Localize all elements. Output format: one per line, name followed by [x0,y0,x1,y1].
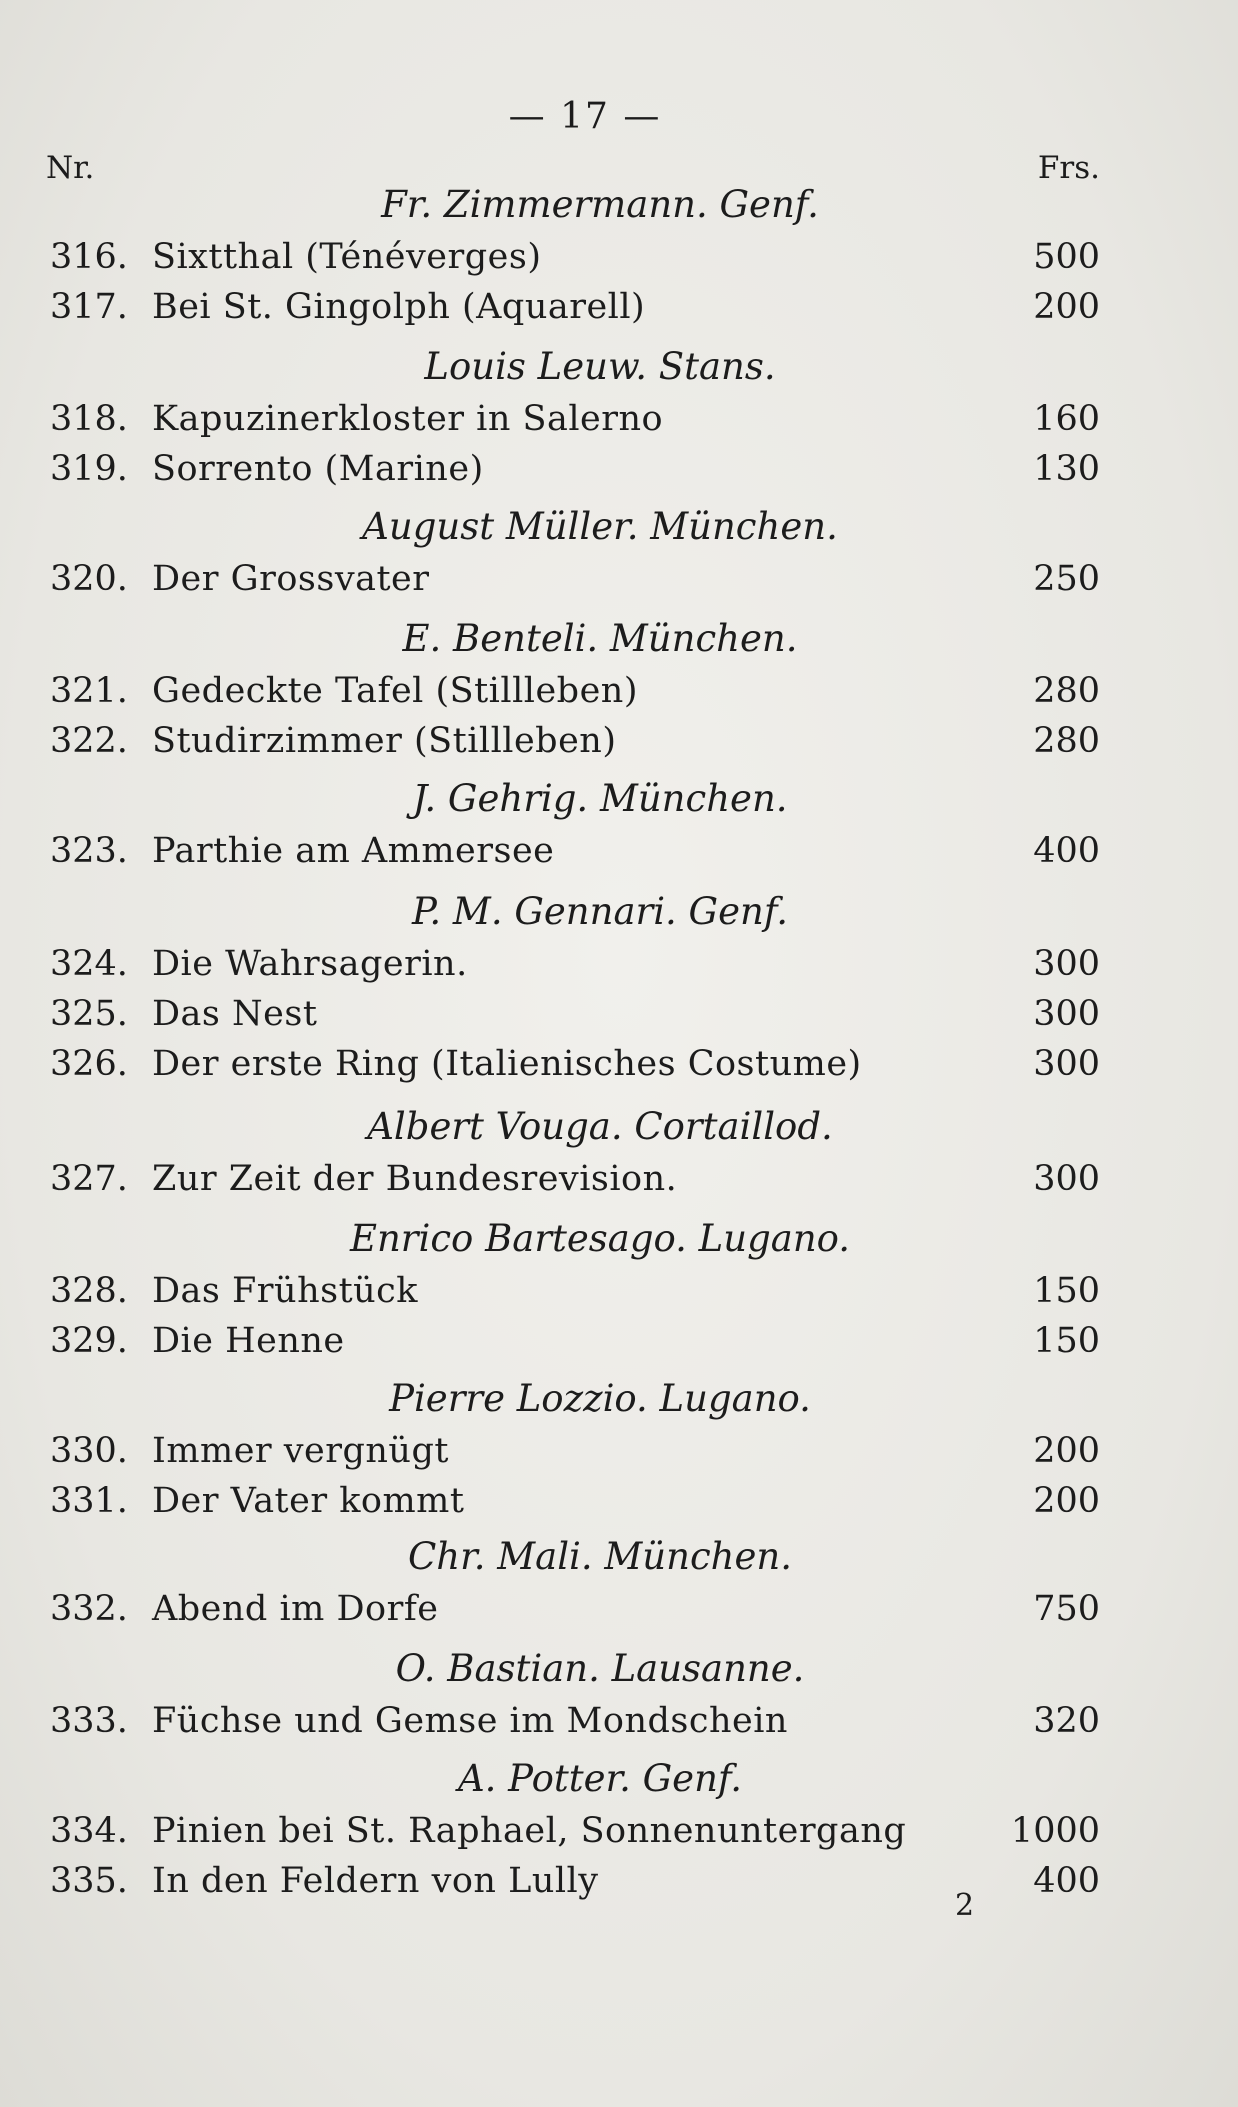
item-price: 200 [1033,1481,1100,1521]
item-number: 333. [50,1701,128,1741]
artist-section [0,1100,1238,1204]
item-price: 200 [1033,1431,1100,1471]
catalogue-row [0,939,1238,989]
item-price: 200 [1033,287,1100,327]
item-title: Sorrento (Marine) [152,449,484,489]
artist-heading: E. Benteli. München. [402,617,798,660]
item-number: 324. [50,944,128,984]
item-number: 329. [50,1321,128,1361]
catalogue-row [0,1154,1238,1204]
item-title: Studirzimmer (Stillleben) [152,721,617,761]
item-number: 316. [50,237,128,277]
item-title: Sixtthal (Ténéverges) [152,237,542,277]
item-number: 323. [50,831,128,871]
item-title: Das Nest [152,994,318,1034]
item-title: Der Vater kommt [152,1481,465,1521]
item-price: 750 [1033,1589,1100,1629]
item-number: 331. [50,1481,128,1521]
artist-section [0,612,1238,766]
catalogue-row [0,716,1238,766]
artist-heading: Fr. Zimmermann. Genf. [381,183,819,226]
artist-heading: P. M. Gennari. Genf. [412,890,788,933]
item-number: 320. [50,559,128,599]
item-price: 160 [1033,399,1100,439]
artist-section [0,1530,1238,1634]
artist-heading: August Müller. München. [362,505,838,548]
item-number: 318. [50,399,128,439]
item-title: Die Wahrsagerin. [152,944,468,984]
item-price: 320 [1033,1701,1100,1741]
item-title: Der erste Ring (Italienisches Costume) [152,1044,862,1084]
artist-section [0,1372,1238,1526]
catalogue-row [0,444,1238,494]
artist-heading: Louis Leuw. Stans. [424,345,776,388]
artist-heading: O. Bastian. Lausanne. [395,1647,805,1690]
artist-section [0,500,1238,604]
artist-heading: Pierre Lozzio. Lugano. [389,1377,811,1420]
artist-section [0,1642,1238,1746]
catalogue-row [0,1696,1238,1746]
catalogue-row [0,282,1238,332]
item-price: 150 [1033,1271,1100,1311]
artist-section [0,178,1238,332]
catalogue-row [0,1266,1238,1316]
item-price: 300 [1033,994,1100,1034]
catalogue-row [0,666,1238,716]
item-title: Füchse und Gemse im Mondschein [152,1701,788,1741]
item-title: Die Henne [152,1321,345,1361]
catalogue-row [0,1316,1238,1366]
item-number: 326. [50,1044,128,1084]
item-title: Immer vergnügt [152,1431,449,1471]
artist-section [0,1752,1238,1906]
item-number: 328. [50,1271,128,1311]
catalogue-row [0,554,1238,604]
item-number: 334. [50,1811,128,1851]
item-number: 330. [50,1431,128,1471]
catalogue-row [0,232,1238,282]
artist-section [0,1212,1238,1366]
item-price: 280 [1033,671,1100,711]
artist-heading: Albert Vouga. Cortaillod. [367,1105,833,1148]
item-title: Gedeckte Tafel (Stillleben) [152,671,638,711]
item-number: 319. [50,449,128,489]
item-number: 317. [50,287,128,327]
item-number: 325. [50,994,128,1034]
item-title: Das Frühstück [152,1271,418,1311]
item-number: 335. [50,1861,128,1901]
item-price: 280 [1033,721,1100,761]
item-title: Bei St. Gingolph (Aquarell) [152,287,646,327]
item-title: Parthie am Ammersee [152,831,555,871]
item-number: 332. [50,1589,128,1629]
item-price: 300 [1033,1044,1100,1084]
item-number: 327. [50,1159,128,1199]
item-price: 400 [1033,1861,1100,1901]
item-price: 250 [1033,559,1100,599]
item-title: In den Feldern von Lully [152,1861,599,1901]
item-price: 400 [1033,831,1100,871]
item-title: Zur Zeit der Bundesrevision. [152,1159,678,1199]
item-number: 321. [50,671,128,711]
catalogue-row [0,989,1238,1039]
artist-heading: J. Gehrig. München. [412,777,788,820]
signature-mark: 2 [955,1888,975,1923]
item-price: 150 [1033,1321,1100,1361]
artist-heading: Chr. Mali. München. [407,1535,792,1578]
artist-section [0,772,1238,876]
catalogue-row [0,1806,1238,1856]
catalogue-row [0,1039,1238,1089]
item-price: 300 [1033,944,1100,984]
column-header-frs: Frs. [1037,150,1100,186]
catalogue-row [0,1856,1238,1906]
catalogue-row [0,394,1238,444]
column-header-nr: Nr. [46,150,95,186]
catalogue-row [0,1584,1238,1634]
item-price: 1000 [1010,1811,1100,1851]
artist-heading: A. Potter. Genf. [457,1757,743,1800]
item-title: Abend im Dorfe [152,1589,439,1629]
item-price: 300 [1033,1159,1100,1199]
artist-heading: Enrico Bartesago. Lugano. [349,1217,851,1260]
catalogue-row [0,826,1238,876]
item-price: 130 [1033,449,1100,489]
page-number: — 17 — [508,96,662,137]
item-price: 500 [1033,237,1100,277]
catalogue-row [0,1426,1238,1476]
item-title: Pinien bei St. Raphael, Sonnenuntergang [152,1811,907,1851]
item-title: Kapuzinerkloster in Salerno [152,399,664,439]
artist-section [0,340,1238,494]
item-title: Der Grossvater [152,559,430,599]
artist-section [0,885,1238,1089]
catalogue-row [0,1476,1238,1526]
item-number: 322. [50,721,128,761]
